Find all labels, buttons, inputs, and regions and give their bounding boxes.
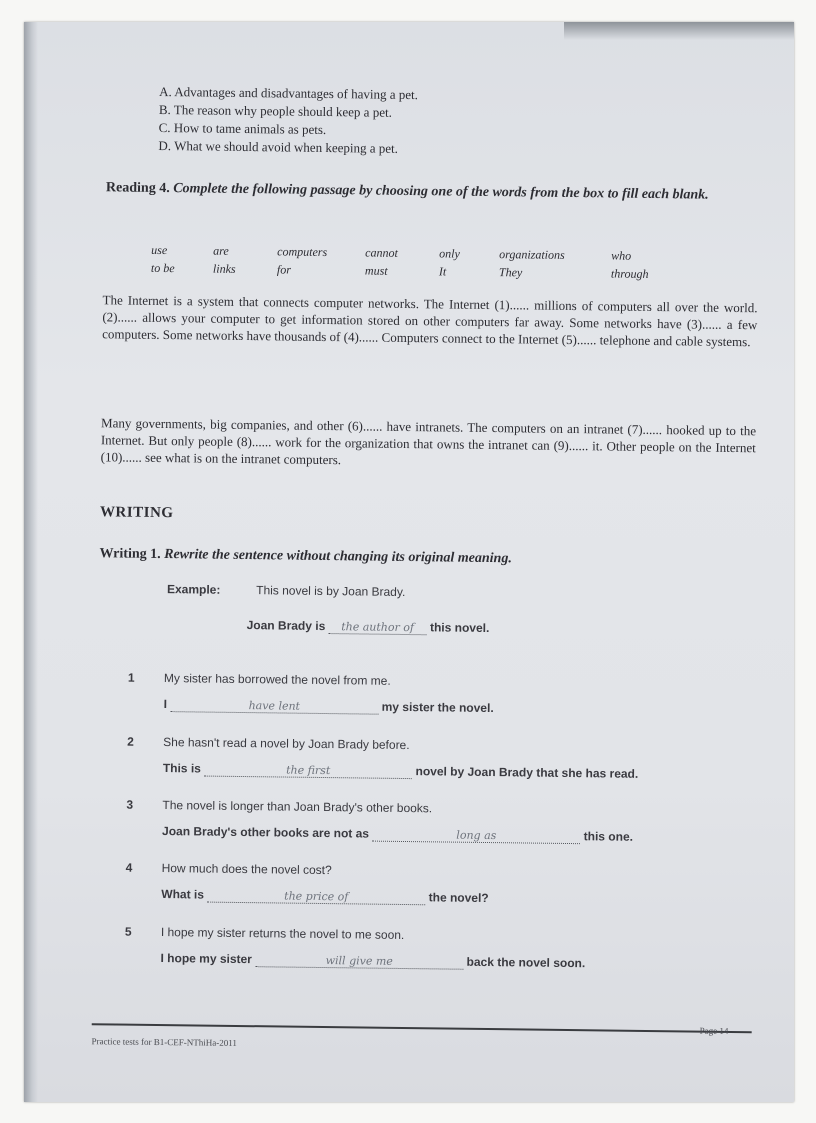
item-question: I hope my sister returns the novel to me soon. — [160, 925, 405, 943]
writing1-instruction: Rewrite the sentence without changing its original meaning. — [164, 547, 512, 567]
word-box-word: organizations — [499, 247, 565, 262]
word-box-word: who — [611, 248, 632, 263]
reading4-instruction: Complete the following passage by choosing one of the words from the box to fill each blank. — [173, 181, 709, 203]
example-prefix: Joan Brady is — [246, 618, 326, 634]
word-box-word: cannot — [365, 245, 398, 260]
item-prefix: I — [163, 697, 168, 712]
option-c: C. How to tame animals as pets. — [158, 119, 327, 137]
example-label: Example: — [166, 582, 221, 597]
example-answer: the author of — [329, 620, 427, 635]
option-b: B. The reason why people should keep a pet. — [158, 101, 392, 120]
item-answer-line — [164, 697, 494, 716]
word-box-word: to be — [150, 260, 175, 276]
item-answer: will give me — [255, 953, 463, 970]
word-box-word: for — [276, 262, 292, 277]
word-box — [151, 241, 671, 283]
example-sentence: This novel is by Joan Brady. — [256, 583, 406, 599]
reading4-label: Reading 4. — [105, 180, 170, 197]
example-suffix: this novel. — [429, 620, 490, 636]
item-suffix: the novel? — [428, 890, 489, 906]
item-prefix: I hope my sister — [160, 951, 252, 967]
item-answer-line — [162, 824, 633, 845]
item-number: 1 — [127, 670, 135, 685]
footer-title: Practice tests for B1-CEF-NThiHa-2011 — [91, 1036, 237, 1048]
word-box-word: use — [151, 242, 168, 258]
page-number: Page 14 — [699, 1025, 729, 1036]
word-box-word: links — [212, 261, 236, 276]
item-question: My sister has borrowed the novel from me. — [163, 671, 391, 688]
item-question: The novel is longer than Joan Brady's other books. — [162, 798, 433, 816]
passage-paragraph-1: The Internet is a system that connects computer networks. The Internet (1)...... millions of computers all over the world. (2)...... allows your computer to get information stored on other computers far away. Some networks have (3)...... a few computers. Some networks have thousands of (4)...... Computers connect to the Internet (5)...... telephone and cable systems. — [102, 292, 758, 350]
reading4-heading — [106, 178, 756, 205]
item-suffix: back the novel soon. — [466, 954, 586, 971]
word-box-word: must — [364, 263, 388, 278]
option-a: A. Advantages and disadvantages of having a pet. — [159, 83, 419, 103]
item-answer: the price of — [207, 889, 425, 906]
item-suffix: this one. — [583, 829, 634, 844]
word-box-word: are — [213, 243, 229, 258]
word-box-word: only — [439, 246, 460, 261]
word-box-word: They — [498, 265, 523, 280]
writing1-label: Writing 1. — [99, 546, 161, 563]
item-suffix: my sister the novel. — [381, 699, 494, 716]
word-box-word: It — [438, 264, 447, 279]
footer-rule — [92, 1023, 752, 1033]
item-number: 3 — [126, 797, 134, 812]
item-answer: have lent — [170, 698, 378, 715]
item-number: 4 — [125, 860, 133, 875]
item-number: 5 — [124, 924, 132, 939]
example-line — [167, 582, 405, 599]
item-prefix: This is — [162, 761, 201, 776]
answer-options — [158, 83, 418, 158]
option-d: D. What we should avoid when keeping a pet. — [158, 137, 399, 156]
page-content — [24, 22, 794, 1102]
item-question: How much does the novel cost? — [161, 861, 332, 878]
word-box-word: computers — [277, 244, 328, 260]
item-prefix: Joan Brady's other books are not as — [162, 824, 370, 841]
item-suffix: novel by Joan Brady that she has read. — [415, 764, 639, 781]
example-answer-line — [247, 618, 490, 636]
word-box-word: through — [610, 266, 649, 281]
item-answer-line — [161, 887, 489, 906]
item-answer-line — [160, 951, 585, 971]
item-prefix: What is — [161, 887, 205, 902]
item-number: 2 — [127, 734, 134, 749]
item-answer: long as — [372, 828, 580, 845]
item-answer-line — [163, 761, 639, 782]
writing-section-title: WRITING — [99, 504, 174, 522]
document-page — [24, 22, 794, 1102]
passage-paragraph-2: Many governments, big companies, and other (6)...... have intranets. The computers on an intranet (7)...... hooked up to the Internet. But only people (8)...... work for the organization that owns the intranet can (9)...... it. Other people on the Internet (10)...... see what is on the intranet computers. — [100, 415, 757, 468]
item-question: She hasn't read a novel by Joan Brady before. — [163, 735, 410, 753]
item-answer: the first — [204, 763, 412, 780]
writing1-heading — [99, 546, 739, 570]
